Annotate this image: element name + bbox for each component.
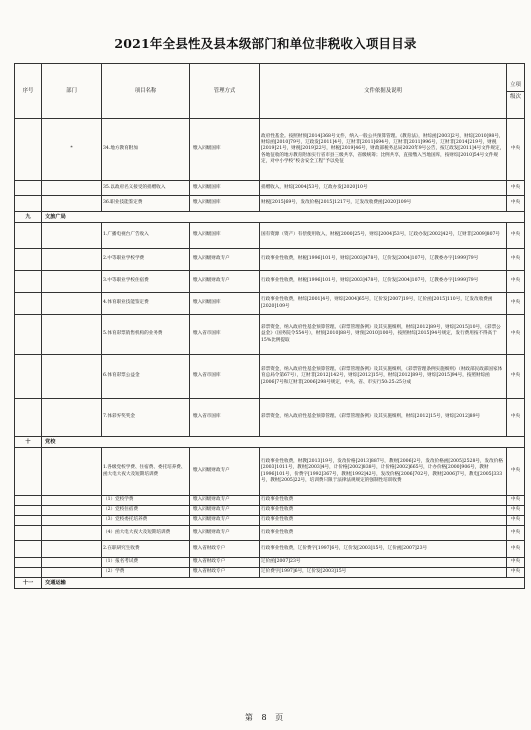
header-seq: 序号 xyxy=(15,64,42,119)
row-item-name: （1）党校学费 xyxy=(102,496,190,506)
row-item-name: （2）学费 xyxy=(102,568,190,578)
row-level: 中央 xyxy=(507,271,525,293)
row-level: 中央 xyxy=(507,293,525,315)
row-dept xyxy=(42,558,102,568)
header-row xyxy=(15,64,525,119)
row-dept xyxy=(42,448,102,496)
table-row xyxy=(15,568,525,578)
header-level xyxy=(507,64,525,119)
header-level-bottom: 级次 xyxy=(507,91,524,103)
table-row xyxy=(15,496,525,506)
row-seq xyxy=(15,249,42,271)
row-level: 中央 xyxy=(507,541,525,558)
row-item-name: 6.体育彩票公益金 xyxy=(102,355,190,399)
header-item: 项目名称 xyxy=(102,64,190,119)
row-basis: 政府性基金。按照财预[2014]368号文件，纳入一般公共预算管理。《教育法》，财综函[2003]2号，财综[2010]98号，财综函[2010]79号，辽政发[2011]4号，辽财非[2011]694号，辽财非[2011]996号，辽财非[2014]219号，财税[2019]21号，财税[2019]22号，财税[2019]46号，财政部税务总局2020年9号公告，按辽政发[2011]4号文件规定，各地征收的地方教育附加实行省市县三级共享，省级统筹；比例共享，直接缴入当地国库，按财综[2010]54号文件规定，对中小学校“校舍安全工程”予以免征 xyxy=(260,119,507,181)
row-level: 中央 xyxy=(507,526,525,541)
row-item-name: （1）报名考试费 xyxy=(102,558,190,568)
table-row xyxy=(15,181,525,196)
table-row xyxy=(15,399,525,437)
row-level: 中央 xyxy=(507,506,525,516)
row-management: 缴入同级国库 xyxy=(190,119,260,181)
row-basis: 彩票资金，纳入政府性基金预算管理。《彩票管理条例》及其实施细则，财综[2012]89号，财综[2015]10号，《彩票公益金》（国务院令554号），财预[2010]88号，财预[2010]100号，按照财综[2015]94号规定，发行费用按不得高于15%比例提取 xyxy=(260,315,507,355)
row-seq xyxy=(15,196,42,212)
row-level: 中央 xyxy=(507,448,525,496)
section-row xyxy=(15,578,525,589)
row-seq xyxy=(15,293,42,315)
row-level: 中央 xyxy=(507,196,525,212)
row-dept xyxy=(42,271,102,293)
row-basis: 行政事业性收费 xyxy=(260,496,507,506)
row-item-name: （4）函大电大夜大及短期培训费 xyxy=(102,526,190,541)
row-management: 缴入省财政专户 xyxy=(190,558,260,568)
row-dept: * xyxy=(42,119,102,181)
row-seq xyxy=(15,399,42,437)
row-management: 缴入省财政专户 xyxy=(190,568,260,578)
row-basis: 彩票资金，纳入政府性基金预算管理。《彩票管理条例》及其实施细则，财综[2012]15号，财综[2012]89号 xyxy=(260,399,507,437)
row-seq xyxy=(15,315,42,355)
row-management: 缴入省市国库 xyxy=(190,399,260,437)
header-basis: 文件依据及说明 xyxy=(260,64,507,119)
row-management: 缴入同级财政专户 xyxy=(190,526,260,541)
row-management: 缴入同级国库 xyxy=(190,293,260,315)
section-number: 十一 xyxy=(15,578,42,589)
table-body xyxy=(15,119,525,589)
table-row xyxy=(15,249,525,271)
row-basis: 行政事业性收费，财税[1996]101号，财综[2003]478号，辽价发[2004]107号，辽教委办字[1999]79号 xyxy=(260,271,507,293)
row-seq xyxy=(15,558,42,568)
row-level: 中央 xyxy=(507,516,525,526)
row-management: 缴入省市国库 xyxy=(190,355,260,399)
row-seq xyxy=(15,496,42,506)
section-number: 九 xyxy=(15,212,42,223)
table-row xyxy=(15,448,525,496)
row-management: 缴入省市国库 xyxy=(190,315,260,355)
row-level: 中央 xyxy=(507,355,525,399)
row-management: 缴入同级国库 xyxy=(190,196,260,212)
page-number: 第 8 页 xyxy=(244,713,287,722)
row-item-name: 5.体育彩票销售机构的业务费 xyxy=(102,315,190,355)
table-row xyxy=(15,506,525,516)
row-basis: 行政事业性收费，财教[2013]19号，发改价格[2013]887号，教财[2006]2号，发改价格函[2005]2528号，发改价格[2003]1011号，教财[2003]4号，计价格[2002]838号，计价格[2002]665号，计办价格[2000]906号，教财[1996]101号，价费字[1992]367号，教财[1992]42号，发改价格[2006]702号，教财[2006]7号，教电[2005]333号，教财[2005]22号，培训费只限于法律法规规定的强制性培训收费 xyxy=(260,448,507,496)
table-row xyxy=(15,526,525,541)
row-dept xyxy=(42,526,102,541)
table-row xyxy=(15,315,525,355)
row-item-name: 35.以政府名义接受的捐赠收入 xyxy=(102,181,190,196)
row-management: 缴入同级国库 xyxy=(190,223,260,249)
row-basis: 行政事业性收费 xyxy=(260,516,507,526)
table-row xyxy=(15,271,525,293)
row-basis: 行政事业性收费，辽价费字[1997]6号，辽价发[2003]15号，辽价函[2007]23号 xyxy=(260,541,507,558)
row-dept xyxy=(42,496,102,506)
row-item-name: 34.地方教育附加 xyxy=(102,119,190,181)
row-level: 中央 xyxy=(507,315,525,355)
row-seq xyxy=(15,568,42,578)
row-dept xyxy=(42,506,102,516)
row-item-name: 3.中等职业学校住宿费 xyxy=(102,271,190,293)
row-management: 缴入同级财政专户 xyxy=(190,271,260,293)
section-row xyxy=(15,212,525,223)
row-management: 缴入同级财政专户 xyxy=(190,448,260,496)
row-seq xyxy=(15,541,42,558)
table-row xyxy=(15,558,525,568)
section-number: 十 xyxy=(15,437,42,448)
row-level: 中央 xyxy=(507,223,525,249)
row-dept xyxy=(42,181,102,196)
row-item-name: 7.体彩弃奖奖金 xyxy=(102,399,190,437)
row-basis: 行政事业性收费，财综[2001]4号，财综[2004]65号，辽价发[2007]19号，辽价函[2015]110号，辽发改收费函[2020]109号 xyxy=(260,293,507,315)
row-seq xyxy=(15,355,42,399)
row-level: 中央 xyxy=(507,249,525,271)
row-basis: 彩票资金，纳入政府性基金预算管理。《彩票管理条例》及其实施细则，《彩票管理条例实施细则》（财政部民政部国家体育总局令第67号），辽财非[2012]142号，财综[2012]15号，财综[2012]89号，财综[2015]94号，按照财综函[2006]7号和辽财非[2006]298号规定，中央、省、市实行50:25:25分成 xyxy=(260,355,507,399)
row-basis: 财税[2015]69号，发改价格[2015]1217号，辽发改收费函[2020]109号 xyxy=(260,196,507,212)
row-basis: 行政事业性收费，财税[1996]101号，财综[2003]478号，辽价发[2004]107号，辽教委办字[1999]79号 xyxy=(260,249,507,271)
row-dept xyxy=(42,399,102,437)
row-dept xyxy=(42,516,102,526)
row-dept xyxy=(42,223,102,249)
row-basis: 行政事业性收费 xyxy=(260,526,507,541)
header-dept: 部门 xyxy=(42,64,102,119)
row-dept xyxy=(42,315,102,355)
row-seq xyxy=(15,448,42,496)
table-row xyxy=(15,223,525,249)
row-seq xyxy=(15,526,42,541)
table-row xyxy=(15,516,525,526)
row-dept xyxy=(42,293,102,315)
row-level: 中央 xyxy=(507,181,525,196)
row-seq xyxy=(15,119,42,181)
row-basis: 捐赠收入，财综[2004]53号，辽政办发[2020]10号 xyxy=(260,181,507,196)
row-level: 中央 xyxy=(507,399,525,437)
row-management: 缴入同级财政专户 xyxy=(190,249,260,271)
row-item-name: 2.在职研究生收费 xyxy=(102,541,190,558)
row-item-name: 2.中等职业学校学费 xyxy=(102,249,190,271)
row-item-name: （3）党校委托培养费 xyxy=(102,516,190,526)
section-name: 党校 xyxy=(42,437,525,448)
row-dept xyxy=(42,196,102,212)
row-basis: 国有资源（资产）有偿使用收入，财税[2000]25号，财综[2004]53号，辽政办发[2002]42号，辽财非[2009]807号 xyxy=(260,223,507,249)
row-dept xyxy=(42,541,102,558)
header-level-top: 立项 xyxy=(510,81,521,88)
row-seq xyxy=(15,506,42,516)
row-dept xyxy=(42,355,102,399)
row-item-name: 36.职业技能鉴定费 xyxy=(102,196,190,212)
row-dept xyxy=(42,249,102,271)
row-seq xyxy=(15,223,42,249)
section-name: 交通运输 xyxy=(42,578,525,589)
row-level: 中央 xyxy=(507,558,525,568)
row-dept xyxy=(42,568,102,578)
row-level: 中央 xyxy=(507,568,525,578)
row-basis: 行政事业性收费 xyxy=(260,506,507,516)
row-level: 中央 xyxy=(507,496,525,506)
section-name: 文旅广局 xyxy=(42,212,525,223)
row-management: 缴入同级国库 xyxy=(190,181,260,196)
section-row xyxy=(15,437,525,448)
row-management: 缴入同级财政专户 xyxy=(190,496,260,506)
row-basis: 辽价函[2007]23号 xyxy=(260,558,507,568)
row-item-name: （2）党校住宿费 xyxy=(102,506,190,516)
header-mgmt: 管理方式 xyxy=(190,64,260,119)
table-row xyxy=(15,196,525,212)
row-management: 缴入同级财政专户 xyxy=(190,506,260,516)
catalog-table xyxy=(14,63,525,589)
table-row xyxy=(15,355,525,399)
row-basis: 辽价费字[1997]6号，辽价发[2003]15号 xyxy=(260,568,507,578)
row-item-name: 1.各级党校学费、住宿费、委托培养费、函大电大夜大及短期培训费 xyxy=(102,448,190,496)
page-title: 2021年全县性及县本级部门和单位非税收入项目目录 xyxy=(114,36,417,51)
row-management: 缴入省财政专户 xyxy=(190,541,260,558)
row-item-name: 1.广播电视台广告收入 xyxy=(102,223,190,249)
row-seq xyxy=(15,516,42,526)
table-row xyxy=(15,541,525,558)
row-item-name: 4.体育职业技能鉴定费 xyxy=(102,293,190,315)
row-management: 缴入同级财政专户 xyxy=(190,516,260,526)
row-seq xyxy=(15,181,42,196)
row-level: 中央 xyxy=(507,119,525,181)
table-row xyxy=(15,293,525,315)
table-row xyxy=(15,119,525,181)
row-seq xyxy=(15,271,42,293)
